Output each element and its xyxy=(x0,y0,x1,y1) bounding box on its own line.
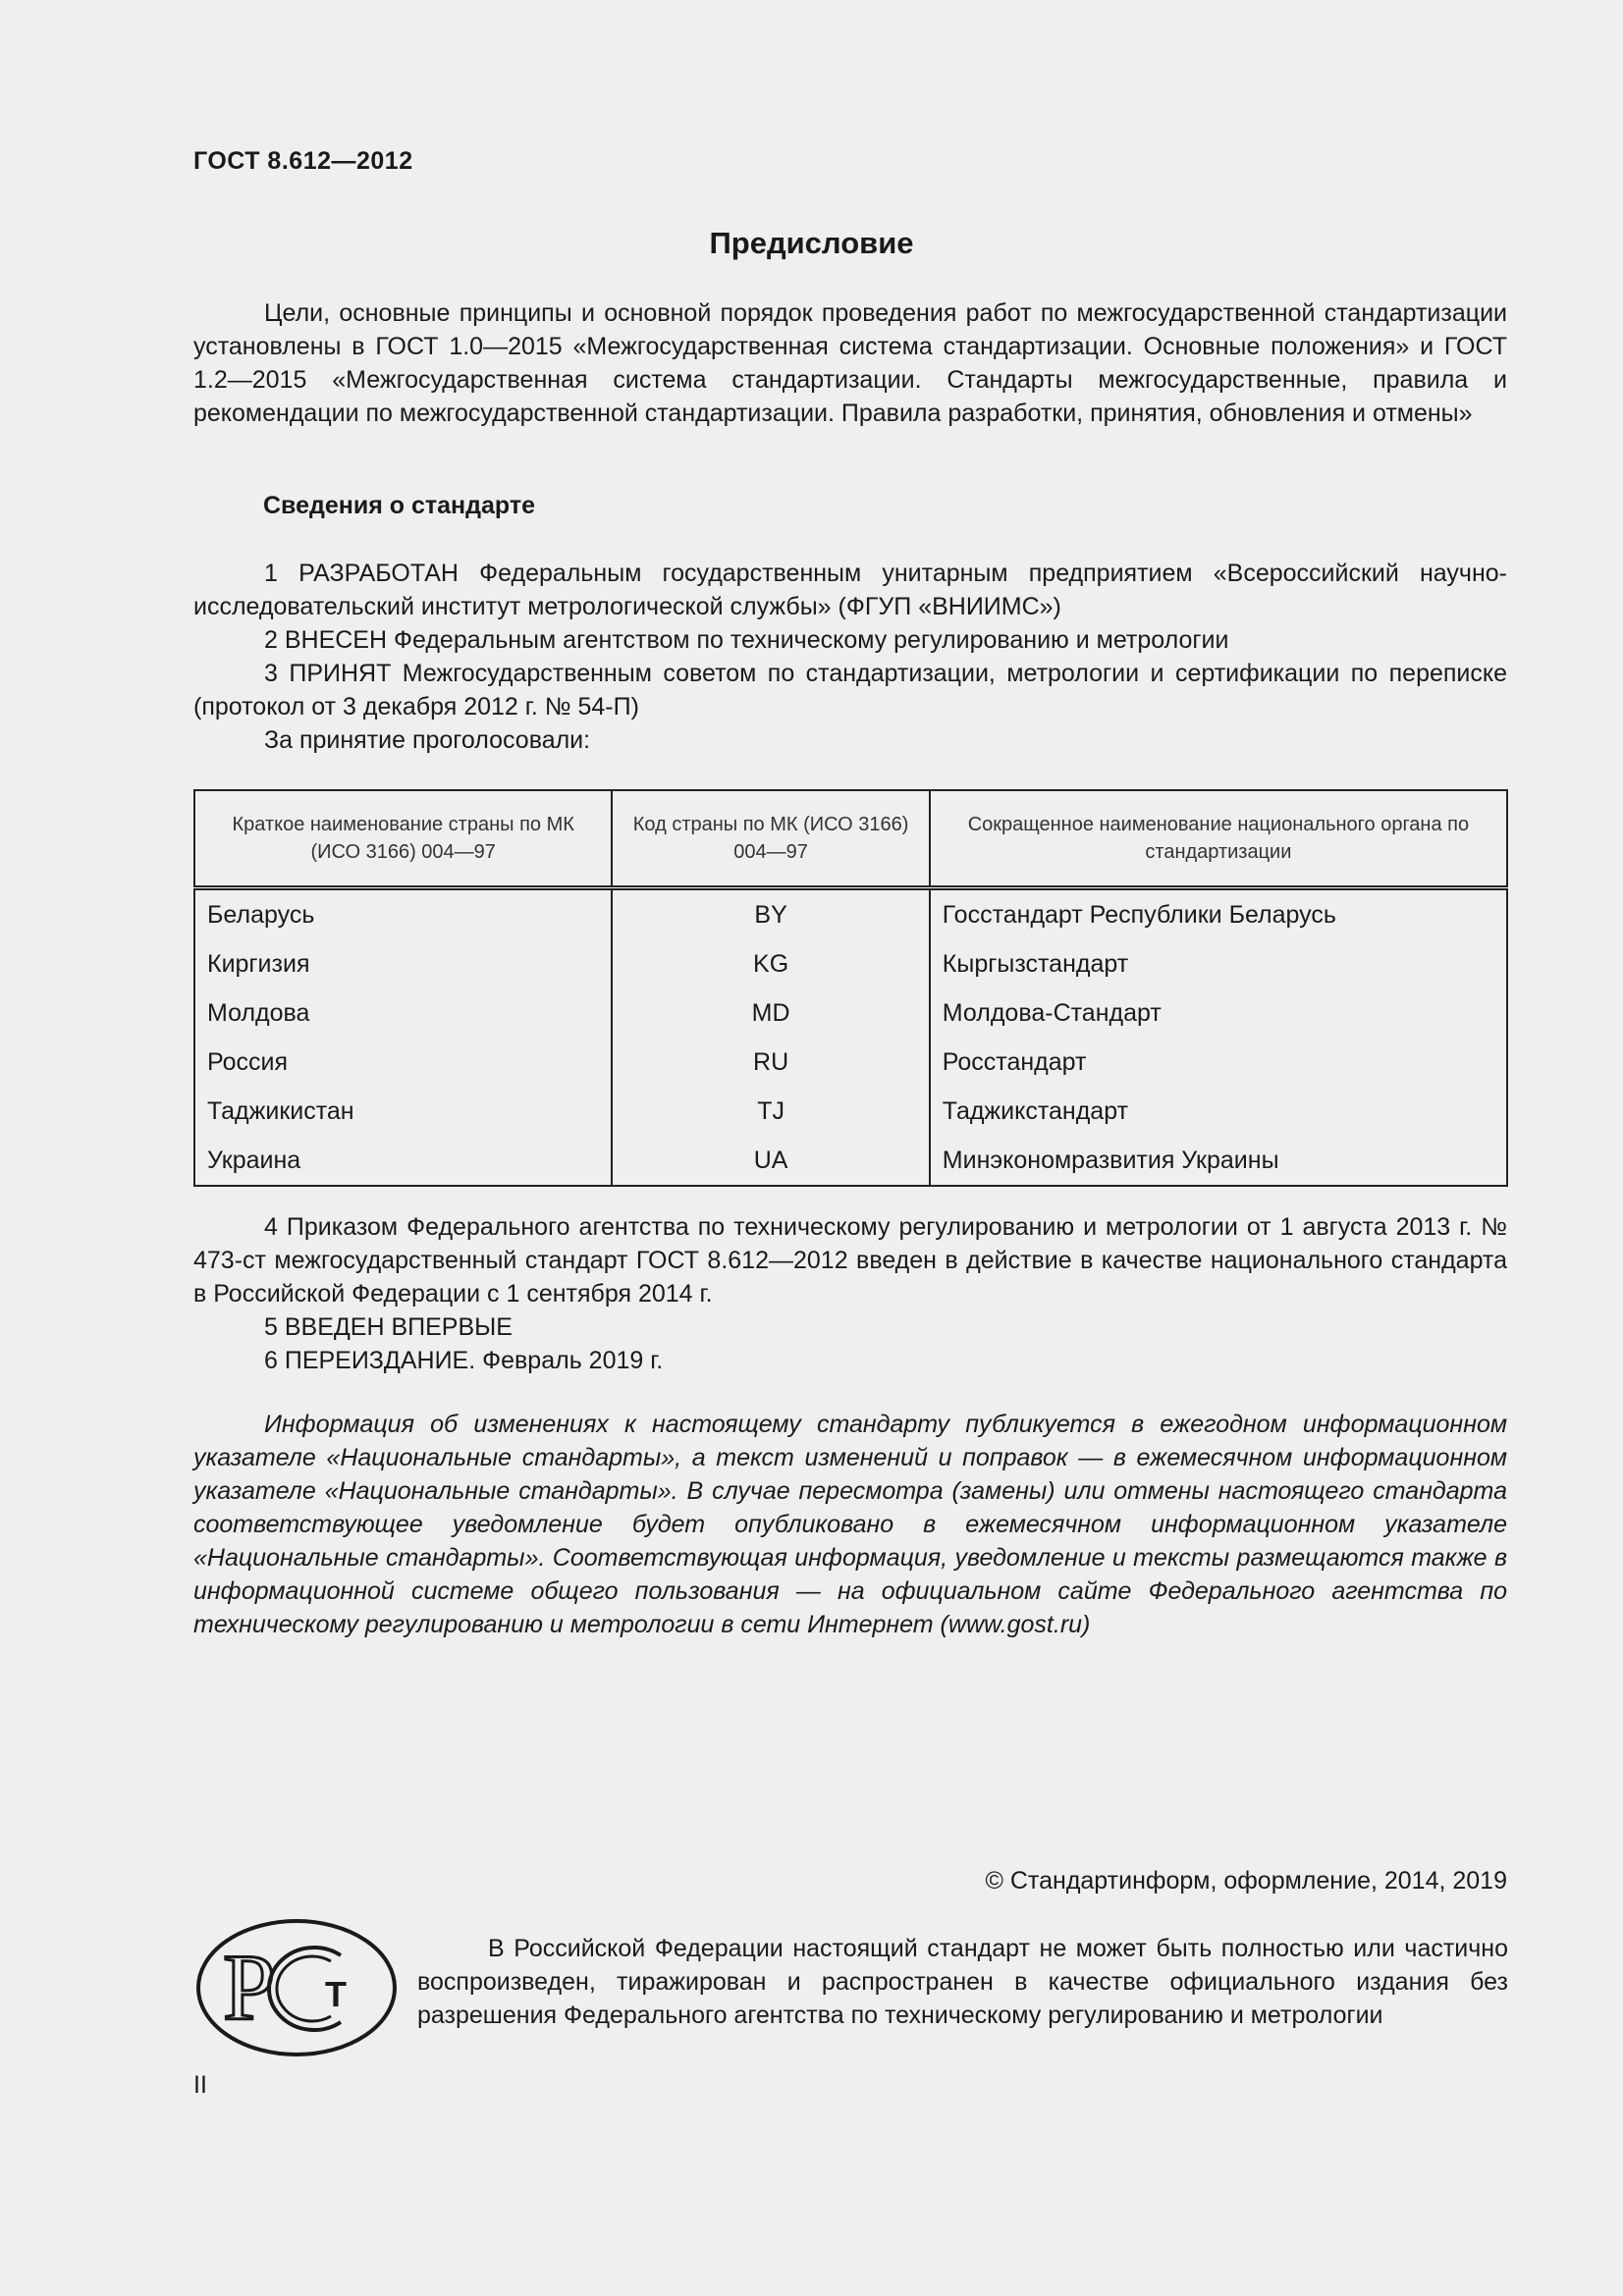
document-code-header: ГОСТ 8.612—2012 xyxy=(193,147,413,175)
voting-countries-table xyxy=(193,789,1508,1187)
country-cell: Киргизия xyxy=(194,939,612,988)
column-header-body: Сокращенное наименование национального органа по стандартизации xyxy=(930,790,1507,888)
body-cell: Минэкономразвития Украины xyxy=(930,1136,1507,1186)
section-heading: Сведения о стандарте xyxy=(263,492,536,519)
body-cell: Госстандарт Республики Беларусь xyxy=(930,888,1507,940)
changes-info-paragraph xyxy=(193,1408,1507,1641)
body-cell: Таджикстандарт xyxy=(930,1087,1507,1136)
copyright-line: © Стандартинформ, оформление, 2014, 2019 xyxy=(985,1867,1507,1895)
info-list-before-table xyxy=(193,557,1507,757)
table-row xyxy=(194,939,1507,988)
list-item: 2 ВНЕСЕН Федеральным агентством по техническому регулированию и метрологии xyxy=(264,626,1229,654)
table-row xyxy=(194,888,1507,940)
table-row xyxy=(194,1087,1507,1136)
list-item: 3 ПРИНЯТ Межгосударственным советом по стандартизации, метрологии и сертификации по переписке (протокол от 3 декабря 2012 г. № 54-П) xyxy=(193,660,1507,721)
body-cell: Росстандарт xyxy=(930,1038,1507,1087)
info-list-after-table xyxy=(193,1210,1507,1377)
column-header-code: Код страны по МК (ИСО 3166) 004—97 xyxy=(612,790,929,888)
country-cell: Молдова xyxy=(194,988,612,1038)
code-cell: RU xyxy=(612,1038,929,1087)
list-item: 1 РАЗРАБОТАН Федеральным государственным унитарным предприятием «Всероссийский научно-исследовательский институт метрологической службы» (ФГУП «ВНИИМС») xyxy=(193,560,1507,620)
code-cell: UA xyxy=(612,1136,929,1186)
pct-logo-svg xyxy=(193,1914,400,2061)
country-cell: Таджикистан xyxy=(194,1087,612,1136)
page-number: II xyxy=(193,2071,207,2099)
column-header-country: Краткое наименование страны по МК (ИСО 3166) 004—97 xyxy=(194,790,612,888)
code-cell: KG xyxy=(612,939,929,988)
country-cell: Украина xyxy=(194,1136,612,1186)
code-cell: TJ xyxy=(612,1087,929,1136)
body-cell: Кыргызстандарт xyxy=(930,939,1507,988)
country-cell: Россия xyxy=(194,1038,612,1087)
list-item: 4 Приказом Федерального агентства по техническому регулированию и метрологии от 1 августа 2013 г. № 473-ст межгосударственный стандарт ГОСТ 8.612—2012 введен в действие в качестве национального стандарта в Российской Федерации с 1 сентября 2014 г. xyxy=(193,1213,1507,1308)
reproduction-notice: В Российской Федерации настоящий стандарт не может быть полностью или частично воспроизведен, тиражирован и распространен в качестве официального издания без разрешения Федерального агентства по техническому регулированию и метрологии xyxy=(417,1935,1508,2029)
svg-text:Т: Т xyxy=(325,1974,347,2014)
body-cell: Молдова-Стандарт xyxy=(930,988,1507,1038)
list-item: 6 ПЕРЕИЗДАНИЕ. Февраль 2019 г. xyxy=(264,1347,664,1374)
list-item: 5 ВВЕДЕН ВПЕРВЫЕ xyxy=(264,1313,513,1341)
pct-certification-logo-icon xyxy=(193,1914,400,2066)
intro-text: Цели, основные принципы и основной порядок проведения работ по межгосударственной стандартизации установлены в ГОСТ 1.0—2015 «Межгосударственная система стандартизации. Основные положения» и ГОСТ 1.2—2015 «Межгосударственная система стандартизации. Стандарты межгосударственные, правила и рекомендации по межгосударственной стандартизации. Правила разработки, принятия, обновления и отмены» xyxy=(193,299,1507,427)
changes-info-text: Информация об изменениях к настоящему стандарту публикуется в ежегодном информационном указателе «Национальные стандарты», а текст изменений и поправок — в ежемесячном информационном указателе «Национальные стандарты». В случае пересмотра (замены) или отмены настоящего стандарта соответствующее уведомление будет опубликовано в ежемесячном информационном указателе «Национальные стандарты». Соответствующая информация, уведомление и тексты размещаются также в информационной системе общего пользования — на официальном сайте Федерального агентства по техническому регулированию и метрологии в сети Интернет (www.gost.ru) xyxy=(193,1411,1507,1638)
voters-caption: За принятие проголосовали: xyxy=(264,726,591,754)
table-header-row xyxy=(194,790,1507,888)
svg-text:Р: Р xyxy=(223,1935,276,2040)
code-cell: MD xyxy=(612,988,929,1038)
code-cell: BY xyxy=(612,888,929,940)
table-row xyxy=(194,988,1507,1038)
table-row xyxy=(194,1038,1507,1087)
table-row xyxy=(194,1136,1507,1186)
page-title: Предисловие xyxy=(709,226,914,260)
intro-paragraph xyxy=(193,296,1507,430)
country-cell: Беларусь xyxy=(194,888,612,940)
